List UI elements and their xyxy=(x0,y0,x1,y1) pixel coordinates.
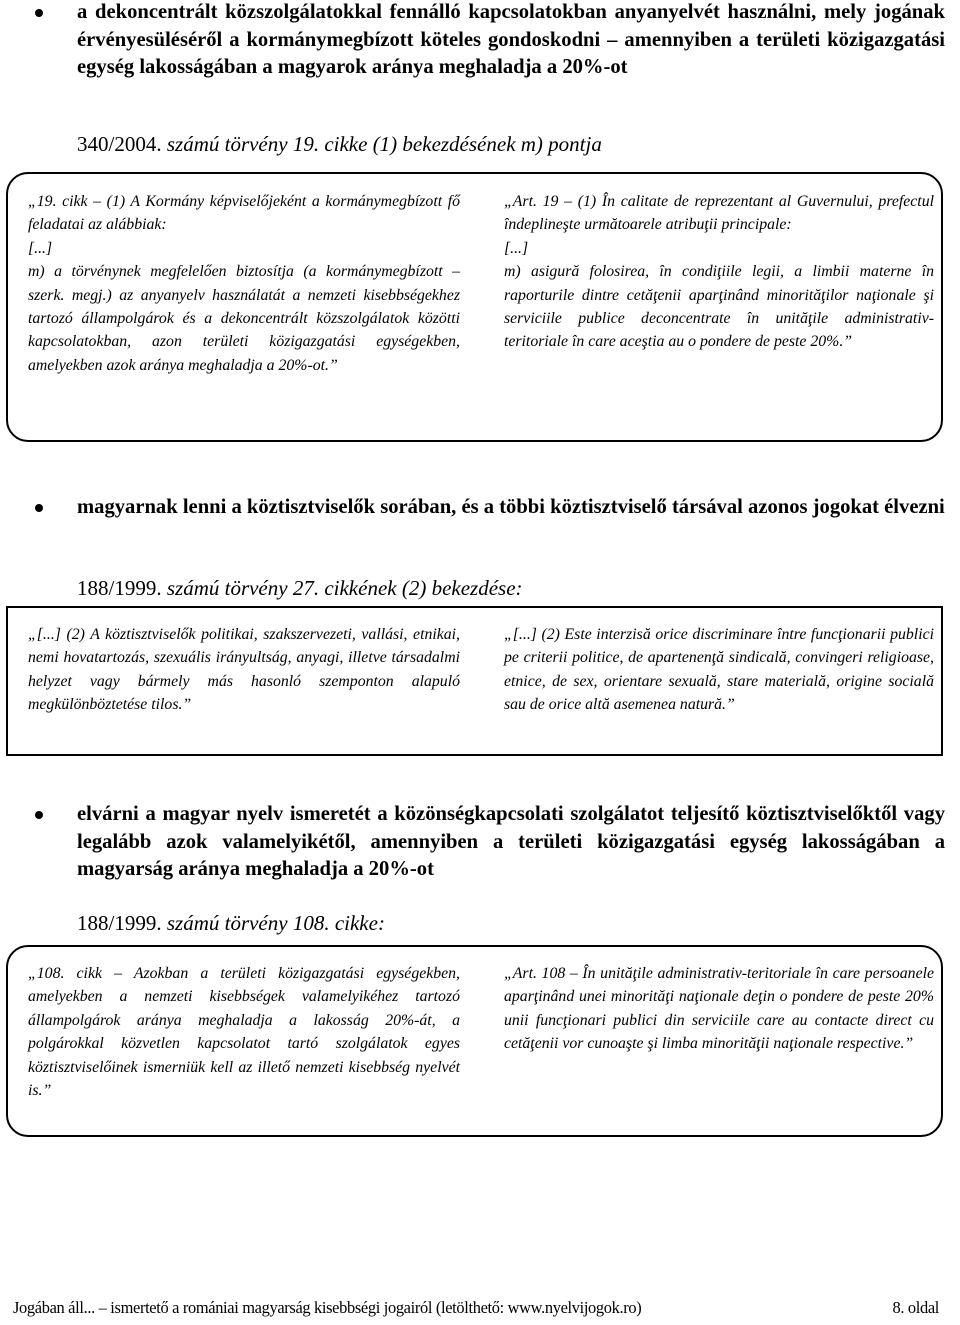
quote-hungarian: „19. cikk – (1) A Kormány képviselőjeként a kormánymegbízott fő feladatai az alábbiak: [...] m) a törvénynek megfelelően biztosítja (a kormánymegbízott – szerk. megj.) az anyanyelv használatát a nemzeti kisebbségekhez tartozó állampolgárok és a dekoncentrált közszolgálatok közötti kapcsolatokban, azon területi közigazgatási egységekben, amelyekben azok aránya meghaladja a 20%-ot.” xyxy=(28,193,460,374)
footer-text: Jogában áll... – ismertető a romániai magyarság kisebbségi jogairól (letölthető: www.nyelvijogok.ro) xyxy=(13,1298,642,1317)
section-heading: elvárni a magyar nyelv ismeretét a közönségkapcsolati szolgálatot teljesítő köztisztviselőktől vagy legalább azok valamelyikétől, amennyiben a területi közigazgatási egység lakosságában a magyarság aránya meghaladja a 20%-ot xyxy=(77,803,945,880)
section-heading: a dekoncentrált közszolgálatokkal fennálló kapcsolatokban anyanyelvét használni, mely jogának érvényesüléséről a kormánymegbízott köteles gondoskodni – amennyiben a területi közigazgatási egység lakosságában a magyarok aránya meghaladja a 20%-ot xyxy=(77,1,945,78)
quote-box xyxy=(6,945,943,1137)
bullet-icon xyxy=(35,811,43,819)
quote-romanian: „[...] (2) Este interzisă orice discriminare între funcţionarii publici pe criterii politice, de apartenenţă sindicală, convingeri religioase, etnice, de sex, orientare sexuală, stare materială, origine socială sau de orice altă asemenea natură.” xyxy=(504,626,934,714)
quote-hungarian: „[...] (2) A köztisztviselők politikai, szakszervezeti, vallási, etnikai, nemi hovatartozás, szexuális irányultság, anyagi, illetve társadalmi helyzet vagy bármely más hasonló szemponton alapuló megkülönböztetése tilos.” xyxy=(28,626,460,714)
page-number: 8. oldal xyxy=(892,1298,939,1317)
law-reference-number: 188/1999. xyxy=(77,576,162,600)
law-reference-number: 188/1999. xyxy=(77,911,162,935)
law-reference xyxy=(77,575,523,602)
law-reference xyxy=(77,131,602,158)
law-reference-text: számú törvény 19. cikke (1) bekezdésének m) pontja xyxy=(161,132,602,156)
law-reference-text: számú törvény 108. cikke: xyxy=(161,911,385,935)
quote-hungarian: „108. cikk – Azokban a területi közigazgatási egységekben, amelyekben a nemzeti kisebbségek valamelyikéhez tartozó állampolgárok aránya meghaladja a lakosság 20%-át, a polgárokkal közvetlen kapcsolatot tartó szolgálatok egyes köztisztviselőinek ismerniük kell az illető nemzeti kisebbség nyelvét is.” xyxy=(28,965,460,1100)
quote-romanian: „Art. 108 – În unităţile administrativ-teritoriale în care persoanele aparţinând unei minorităţi naţionale deţin o pondere de peste 20% unii funcţionari publici din serviciile care au contacte direct cu cetăţenii vor cunoaşte şi limba minorităţii naţionale respective.” xyxy=(504,965,934,1053)
law-reference-number: 340/2004. xyxy=(77,132,162,156)
quote-box xyxy=(6,172,943,442)
law-reference-text: számú törvény 27. cikkének (2) bekezdése: xyxy=(161,576,523,600)
bullet-icon xyxy=(35,504,43,512)
law-reference xyxy=(77,910,385,937)
quote-romanian: „Art. 19 – (1) În calitate de reprezentant al Guvernului, prefectul îndeplineşte următoarele atribuţii principale: [...] m) asigură folosirea, în condiţiile legii, a limbii materne în raporturile dintre cetăţenii aparţinând minorităţilor naţionale şi serviciile publice deconcentrate în unităţile administrativ-teritoriale în care aceştia au o pondere de peste 20%.” xyxy=(504,193,934,351)
section-heading: magyarnak lenni a köztisztviselők sorában, és a többi köztisztviselő társával azonos jogokat élvezni xyxy=(77,496,945,518)
bullet-icon xyxy=(35,9,43,17)
quote-box xyxy=(6,606,943,756)
